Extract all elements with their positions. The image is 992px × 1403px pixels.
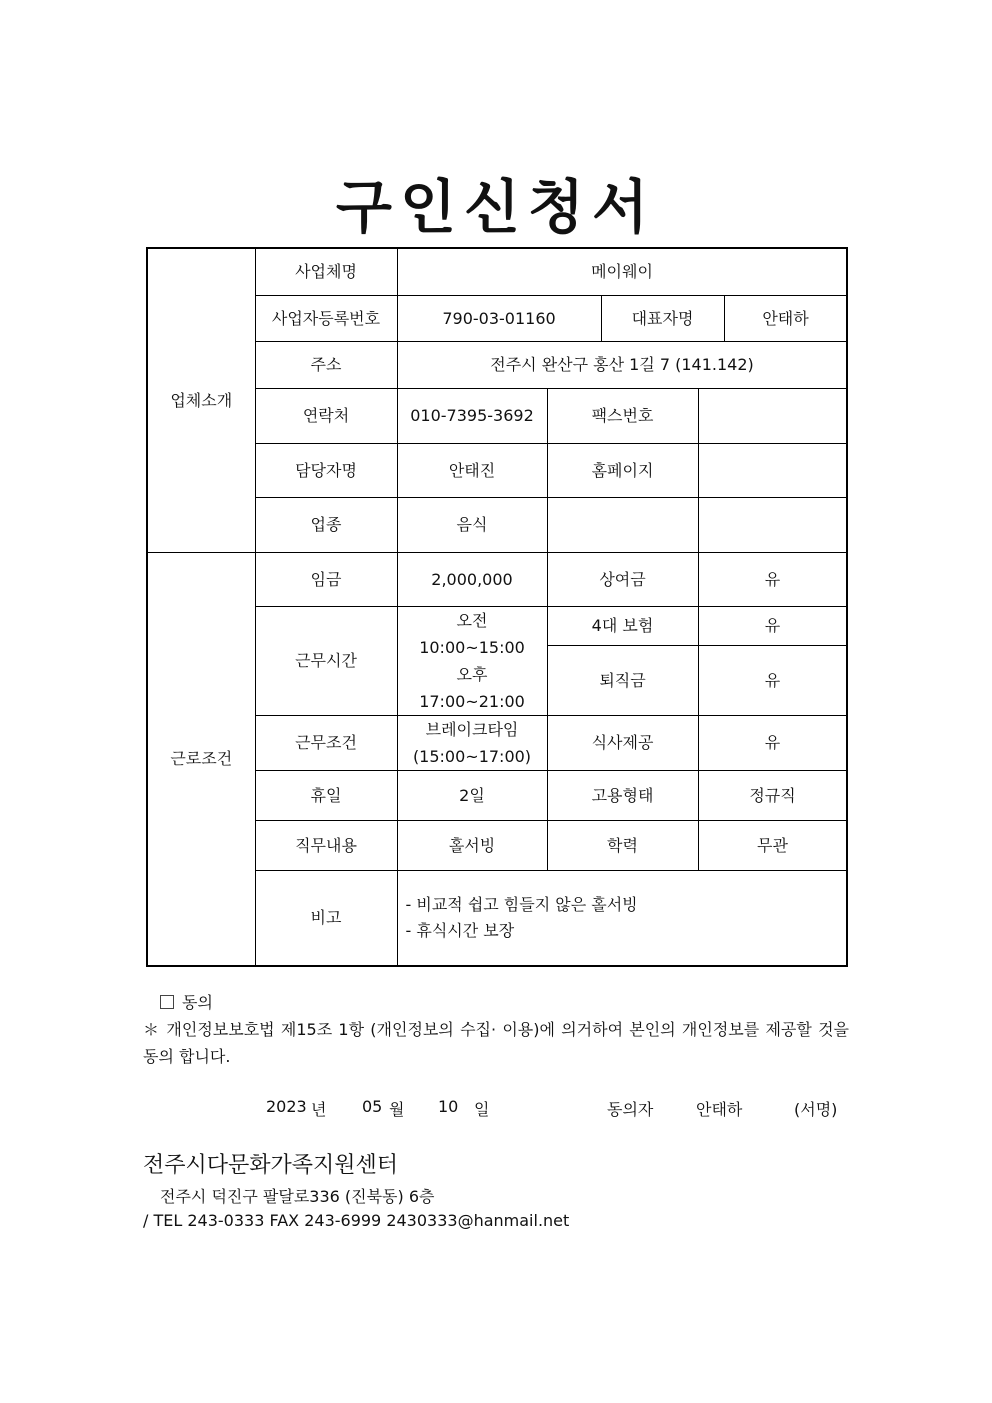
hours-field[interactable] [397,606,547,715]
regno-label: 사업자등록번호 [255,295,397,341]
hours-pm-value: 17:00~21:00 [419,691,525,711]
hours-label: 근무시간 [255,606,397,715]
fax-label: 팩스번호 [547,388,698,443]
hours-am-value: 10:00~15:00 [419,637,525,657]
homepage-label: 홈페이지 [547,443,698,497]
emptype-field[interactable]: 정규직 [698,770,847,820]
remark-line-2: - 휴식시간 보장 [405,920,515,940]
center-name: 전주시다문화가족지원센터 [143,1153,399,1178]
holiday-label: 휴일 [255,770,397,820]
empty-cell[interactable] [698,497,847,552]
edu-label: 학력 [547,820,698,870]
day-unit: 일 [474,1100,490,1119]
industry-field[interactable]: 음식 [397,497,547,552]
empty-cell[interactable] [547,497,698,552]
phone-field[interactable]: 010-7395-3692 [397,388,547,443]
meal-field[interactable]: 유 [698,715,847,770]
month-unit: 월 [389,1100,405,1119]
company-section-label: 업체소개 [147,248,255,552]
phone-label: 연락처 [255,388,397,443]
ceo-label: 대표자명 [601,295,724,341]
edu-field[interactable]: 무관 [698,820,847,870]
job-application-table [146,247,848,967]
consent-checkbox[interactable] [160,995,174,1009]
emptype-label: 고용형태 [547,770,698,820]
insurance-label: 4대 보험 [547,606,698,646]
work-section-label: 근로조건 [147,552,255,966]
severance-label: 퇴직금 [547,646,698,715]
industry-label: 업종 [255,497,397,552]
holiday-field[interactable]: 2일 [397,770,547,820]
homepage-field[interactable] [698,443,847,497]
duty-field[interactable]: 홀서빙 [397,820,547,870]
wage-label: 임금 [255,552,397,606]
ceo-field[interactable]: 안태하 [724,295,847,341]
regno-field[interactable]: 790-03-01160 [397,295,601,341]
manager-field[interactable]: 안태진 [397,443,547,497]
company-name-field[interactable]: 메이웨이 [397,248,847,295]
signer-label: 동의자 [607,1100,654,1119]
hours-pm-label: 오후 [456,664,488,684]
consent-notice: ＊ 개인정보보호법 제15조 1항 (개인정보의 수집· 이용)에 의거하여 본인의 개인정보를 제공할 것을 동의 합니다. [143,1020,849,1066]
severance-field[interactable]: 유 [698,646,847,715]
wage-field[interactable]: 2,000,000 [397,552,547,606]
center-address: 전주시 덕진구 팔달로336 (진북동) 6층 [160,1187,435,1206]
address-field[interactable]: 전주시 완산구 홍산 1길 7 (141.142) [397,341,847,388]
consent-label: 동의 [182,993,213,1012]
sign-placeholder: (서명) [794,1100,838,1119]
address-label: 주소 [255,341,397,388]
fax-field[interactable] [698,388,847,443]
bonus-label: 상여금 [547,552,698,606]
company-name-label: 사업체명 [255,248,397,295]
remark-line-1: - 비교적 쉽고 힘들지 않은 홀서빙 [405,894,638,914]
cond-line-1: 브레이크타임 [425,719,519,739]
remarks-field[interactable] [397,870,847,966]
cond-label: 근무조건 [255,715,397,770]
center-contact: / TEL 243-0333 FAX 243-6999 2430333@hanmail.net [143,1211,570,1230]
manager-label: 담당자명 [255,443,397,497]
year-unit: 년 [311,1100,327,1119]
consent-row[interactable] [160,990,213,1013]
month-value: 05 [362,1097,383,1116]
cond-line-2: (15:00~17:00) [412,746,532,766]
signer-name: 안태하 [696,1100,743,1119]
bonus-field[interactable]: 유 [698,552,847,606]
duty-label: 직무내용 [255,820,397,870]
meal-label: 식사제공 [547,715,698,770]
hours-am-label: 오전 [456,610,488,630]
insurance-field[interactable]: 유 [698,606,847,646]
year-value: 2023 [266,1097,307,1116]
remarks-label: 비고 [255,870,397,966]
page-title: 구인신청서 [335,173,657,241]
cond-field[interactable] [397,715,547,770]
day-value: 10 [438,1097,459,1116]
